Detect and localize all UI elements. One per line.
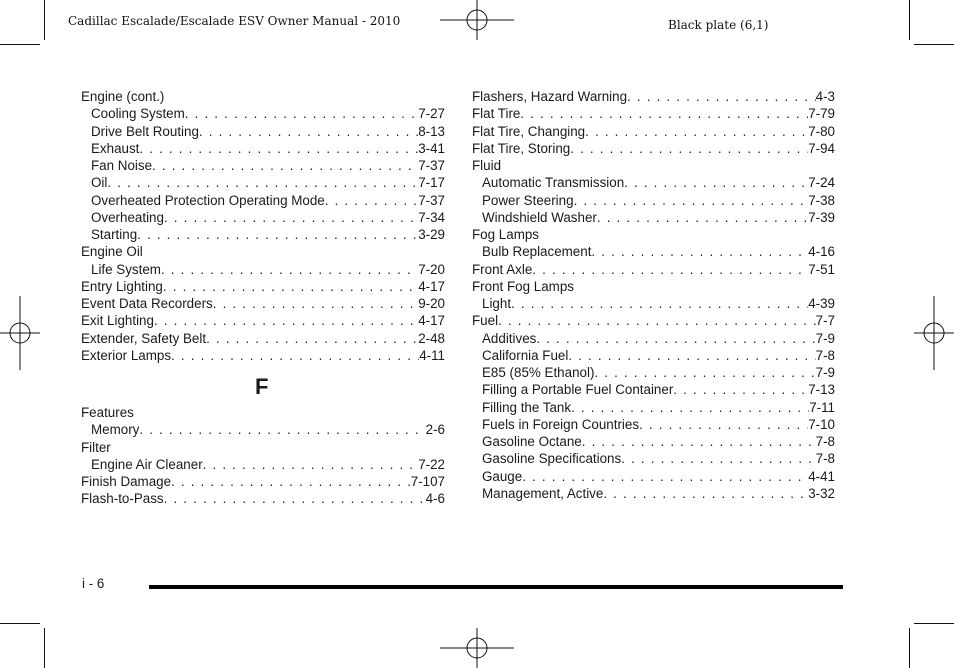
index-entry xyxy=(472,226,835,243)
index-entry xyxy=(81,209,445,226)
dot-leader xyxy=(621,450,815,467)
index-entry-text: Fan Noise xyxy=(91,158,153,173)
index-entry-text: Management, Active xyxy=(482,485,604,501)
index-entry-text: Filling the Tank xyxy=(482,399,572,415)
index-entry xyxy=(81,157,445,174)
index-entry-page: 7-17 xyxy=(418,175,445,191)
index-column-right xyxy=(472,88,835,502)
index-entry-page: 2-6 xyxy=(425,422,445,438)
dot-leader xyxy=(571,399,809,416)
dot-leader xyxy=(139,421,425,438)
index-entry-page: 4-6 xyxy=(425,491,445,507)
dot-leader xyxy=(137,226,418,243)
index-entry-page: 2-48 xyxy=(418,330,445,346)
dot-leader xyxy=(161,261,418,278)
index-entry-page: 7-10 xyxy=(808,416,835,432)
index-entry-page: 8-13 xyxy=(418,123,445,139)
dot-leader xyxy=(532,261,808,278)
index-entry xyxy=(472,450,835,467)
index-entry xyxy=(81,330,445,347)
index-entry xyxy=(472,330,835,347)
index-entry-page: 7-9 xyxy=(815,365,835,380)
index-entry-text: Fuels in Foreign Countries xyxy=(482,416,640,432)
dot-leader xyxy=(597,209,808,226)
index-entry-text: Windshield Washer xyxy=(482,209,597,225)
index-entry xyxy=(472,433,835,450)
index-entry-text: Bulb Replacement xyxy=(482,244,592,260)
index-entry-text: Additives xyxy=(482,330,537,346)
index-entry-text: Gasoline Octane xyxy=(482,434,582,449)
dot-leader xyxy=(152,157,418,174)
dot-leader xyxy=(139,140,418,157)
dot-leader xyxy=(520,105,808,122)
index-entry-text: Event Data Recorders xyxy=(81,296,213,311)
index-entry-text: Cooling System xyxy=(91,106,185,122)
dot-leader xyxy=(164,490,426,507)
dot-leader xyxy=(203,456,419,473)
index-entry xyxy=(472,140,835,157)
index-entry xyxy=(81,347,445,364)
dot-leader xyxy=(591,243,808,260)
index-entry xyxy=(81,226,445,243)
dot-leader xyxy=(603,485,808,502)
index-entry-page: 7-8 xyxy=(815,434,835,449)
dot-leader xyxy=(570,140,808,157)
index-entry-text: Flash-to-Pass xyxy=(81,491,164,507)
index-entry xyxy=(472,347,835,364)
index-entry-page: 7-8 xyxy=(815,451,835,467)
index-entry-text: California Fuel xyxy=(482,347,569,363)
index-entry xyxy=(81,192,445,209)
index-entry-text: Engine Air Cleaner xyxy=(91,456,203,472)
index-entry-text: Fluid xyxy=(472,158,502,173)
index-entry-page: 7-94 xyxy=(808,140,835,156)
dot-leader xyxy=(582,433,816,450)
index-entry xyxy=(472,278,835,295)
index-entry-page: 7-39 xyxy=(808,209,835,225)
index-entry xyxy=(472,88,835,105)
index-entry-page: 3-41 xyxy=(418,140,445,156)
index-entry xyxy=(81,490,445,507)
index-entry xyxy=(472,381,835,398)
index-entry-text: Filling a Portable Fuel Container xyxy=(482,382,674,398)
index-entry-text: Overheating xyxy=(91,209,164,225)
manual-title: Cadillac Escalade/Escalade ESV Owner Manual - 2010 xyxy=(68,14,401,28)
dot-leader xyxy=(511,295,808,312)
index-entry-page: 4-16 xyxy=(808,244,835,260)
index-entry-text: Flat Tire xyxy=(472,106,521,122)
index-entry-text: Flat Tire, Changing xyxy=(472,123,586,139)
index-column-left xyxy=(81,88,445,364)
index-entry-text: Gasoline Specifications xyxy=(482,451,622,467)
registration-mark-bottom xyxy=(440,628,514,668)
index-entry xyxy=(81,261,445,278)
index-entry-page: 7-13 xyxy=(808,382,835,398)
index-entry xyxy=(472,157,835,174)
index-entry-page: 7-8 xyxy=(815,347,835,363)
footer-rule xyxy=(149,585,843,589)
dot-leader xyxy=(325,192,418,209)
index-entry-page: 4-39 xyxy=(808,296,835,311)
dot-leader xyxy=(171,473,411,490)
index-entry-text: Filter xyxy=(81,439,111,455)
index-entry-page: 7-107 xyxy=(410,474,445,489)
page-number: i - 6 xyxy=(82,576,105,591)
index-entry xyxy=(81,439,445,456)
index-entry-text: Oil xyxy=(91,175,108,191)
dot-leader xyxy=(574,192,809,209)
index-entry-text: Starting xyxy=(91,227,138,242)
dot-leader xyxy=(213,295,418,312)
index-entry-page: 7-11 xyxy=(809,399,835,415)
index-entry-text: Light xyxy=(482,296,512,311)
index-entry xyxy=(81,295,445,312)
index-entry-page: 4-11 xyxy=(419,347,445,363)
index-entry-text: E85 (85% Ethanol) xyxy=(482,365,595,380)
index-entry-text: Power Steering xyxy=(482,192,574,208)
dot-leader xyxy=(154,312,418,329)
registration-mark-top xyxy=(440,0,514,40)
index-entry-page: 7-79 xyxy=(808,106,835,122)
index-entry-page: 7-38 xyxy=(808,192,835,208)
index-entry xyxy=(81,473,445,490)
index-entry-text: Engine Oil xyxy=(81,244,143,260)
index-entry-page: 7-27 xyxy=(418,106,445,122)
index-entry xyxy=(81,456,445,473)
index-entry xyxy=(472,399,835,416)
dot-leader xyxy=(107,174,418,191)
index-entry xyxy=(472,295,835,312)
index-entry-text: Exhaust xyxy=(91,140,140,156)
index-entry xyxy=(81,174,445,191)
index-entry-text: Flat Tire, Storing xyxy=(472,140,571,156)
index-entry xyxy=(81,243,445,260)
index-entry-page: 7-24 xyxy=(808,175,835,191)
index-entry xyxy=(472,174,835,191)
dot-leader xyxy=(639,416,808,433)
dot-leader xyxy=(594,364,815,381)
index-entry-page: 7-9 xyxy=(815,330,835,346)
index-entry-page: 3-29 xyxy=(418,227,445,242)
dot-leader xyxy=(627,88,816,105)
registration-mark-right xyxy=(914,296,954,370)
registration-mark-left xyxy=(0,296,40,370)
index-entry xyxy=(81,404,445,421)
dot-leader xyxy=(673,381,808,398)
index-entry-page: 3-32 xyxy=(808,485,835,501)
index-entry-text: Entry Lighting xyxy=(81,278,163,294)
index-entry-page: 7-37 xyxy=(418,192,445,208)
dot-leader xyxy=(498,312,816,329)
index-column-left-f xyxy=(81,404,445,508)
index-entry-text: Exit Lighting xyxy=(81,313,154,329)
index-entry-page: 7-7 xyxy=(815,313,835,329)
dot-leader xyxy=(171,347,419,364)
dot-leader xyxy=(163,278,418,295)
index-entry xyxy=(81,278,445,295)
index-entry xyxy=(472,105,835,122)
index-entry-page: 7-34 xyxy=(418,209,445,225)
index-entry-page: 7-80 xyxy=(808,123,835,139)
dot-leader xyxy=(185,105,418,122)
index-entry-page: 9-20 xyxy=(418,296,445,311)
index-entry xyxy=(472,485,835,502)
index-entry xyxy=(81,421,445,438)
index-entry-page: 4-3 xyxy=(815,89,835,104)
index-entry xyxy=(81,105,445,122)
index-entry-page: 7-51 xyxy=(808,261,835,277)
index-entry-text: Drive Belt Routing xyxy=(91,123,199,139)
dot-leader xyxy=(536,330,815,347)
index-entry xyxy=(472,192,835,209)
dot-leader xyxy=(199,123,418,140)
index-entry xyxy=(472,364,835,381)
plate-label: Black plate (6,1) xyxy=(668,18,769,32)
index-entry-text: Fog Lamps xyxy=(472,227,539,242)
index-entry-text: Exterior Lamps xyxy=(81,347,172,363)
index-entry xyxy=(472,243,835,260)
dot-leader xyxy=(206,330,418,347)
index-entry-page: 4-17 xyxy=(418,278,445,294)
index-entry-text: Flashers, Hazard Warning xyxy=(472,89,628,104)
index-entry-text: Features xyxy=(81,405,134,420)
dot-leader xyxy=(585,123,808,140)
index-entry-page: 7-20 xyxy=(418,261,445,277)
index-entry xyxy=(472,416,835,433)
index-entry-text: Fuel xyxy=(472,313,499,329)
index-entry-text: Engine (cont.) xyxy=(81,89,165,104)
index-entry xyxy=(81,123,445,140)
index-entry-page: 4-41 xyxy=(808,468,835,484)
index-entry xyxy=(81,88,445,105)
index-entry xyxy=(472,312,835,329)
index-entry-page: 7-37 xyxy=(418,158,445,173)
index-entry-text: Finish Damage xyxy=(81,474,172,489)
index-entry-text: Automatic Transmission xyxy=(482,175,625,191)
index-entry-text: Extender, Safety Belt xyxy=(81,330,207,346)
dot-leader xyxy=(164,209,418,226)
dot-leader xyxy=(522,468,808,485)
index-entry xyxy=(472,261,835,278)
dot-leader xyxy=(624,174,808,191)
index-entry-text: Life System xyxy=(91,261,161,277)
index-entry xyxy=(472,468,835,485)
dot-leader xyxy=(568,347,815,364)
index-entry-text: Gauge xyxy=(482,468,523,484)
index-entry-text: Memory xyxy=(91,422,140,438)
index-entry-page: 7-22 xyxy=(418,456,445,472)
index-entry-text: Front Axle xyxy=(472,261,533,277)
index-entry xyxy=(81,140,445,157)
index-entry-text: Front Fog Lamps xyxy=(472,278,574,294)
section-letter: F xyxy=(255,374,269,399)
index-entry-text: Overheated Protection Operating Mode xyxy=(91,192,325,208)
index-entry-page: 4-17 xyxy=(418,313,445,329)
index-entry xyxy=(81,312,445,329)
index-entry xyxy=(472,209,835,226)
index-entry xyxy=(472,123,835,140)
